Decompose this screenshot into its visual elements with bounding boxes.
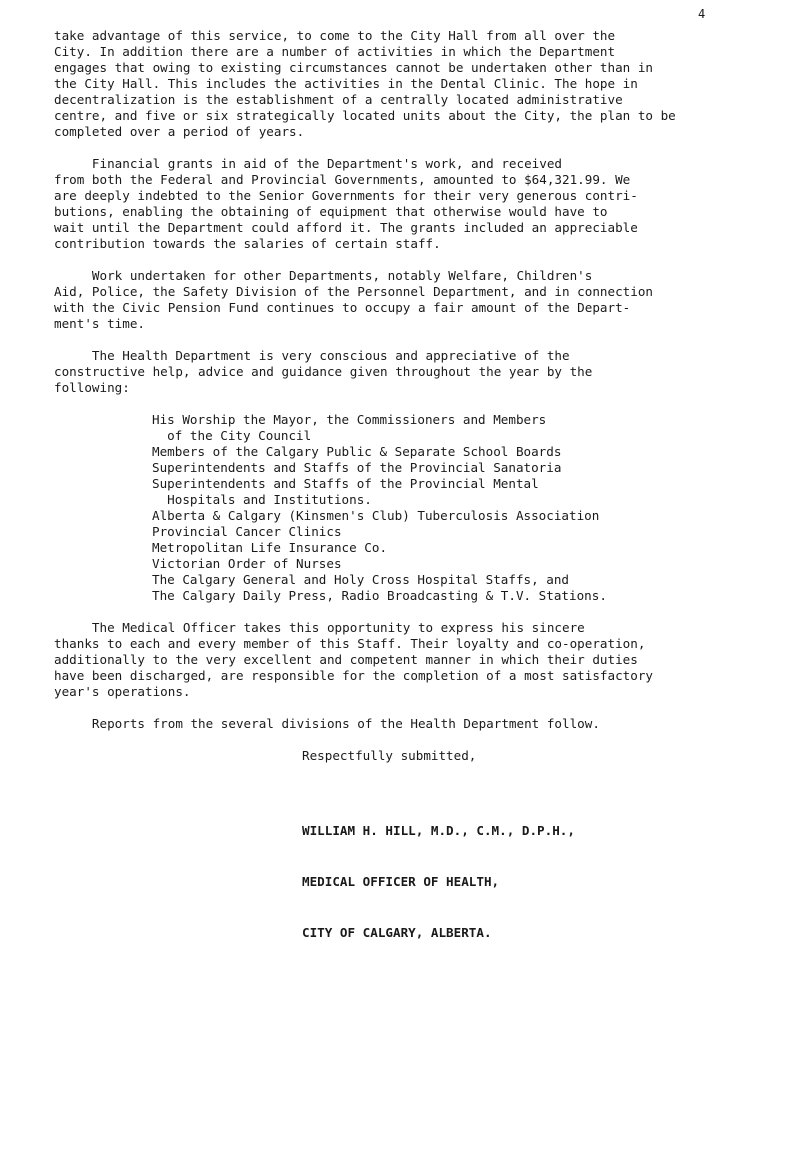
list-item: Members of the Calgary Public & Separate School Boards bbox=[152, 444, 562, 459]
signature-location: CITY OF CALGARY, ALBERTA. bbox=[302, 925, 492, 940]
document-body bbox=[54, 28, 766, 975]
paragraph-staff-thanks: The Medical Officer takes this opportunity to express his sincere thanks to each and every member of this Staff. Their loyalty and co-operation, additionally to the very excellent and competent manner in which their duties have been discharged, are responsible for the completion of a most satisfactory year's operations. bbox=[54, 620, 653, 699]
list-item: Provincial Cancer Clinics bbox=[152, 524, 342, 539]
paragraph-decentralization: take advantage of this service, to come to the City Hall from all over the City. In addition there are a number of activities in which the Department engages that owing to existing circumstances cannot be undertaken other than in the City Hall. This includes the activities in the Dental Clinic. The hope in decentralization is the establishment of a centrally located administrative centre, and five or six strategically located units about the City, the plan to be completed over a period of years. bbox=[54, 28, 676, 139]
list-item: Victorian Order of Nurses bbox=[152, 556, 342, 571]
list-item: His Worship the Mayor, the Commissioners and Members of the City Council bbox=[152, 412, 547, 443]
paragraph-financial-grants: Financial grants in aid of the Department's work, and received from both the Federal and Provincial Governments, amounted to $64,321.99. We are deeply indebted to the Senior Governments for their very generous contri- butions, enabling the obtaining of equipment that otherwise would have to wait until the Department could afford it. The grants included an appreciable contribution towards the salaries of certain staff. bbox=[54, 156, 638, 251]
list-item: Superintendents and Staffs of the Provincial Mental Hospitals and Institutions. bbox=[152, 476, 539, 507]
closing-line: Respectfully submitted, bbox=[302, 748, 477, 763]
signature-block bbox=[302, 788, 766, 975]
signature-name: WILLIAM H. HILL, M.D., C.M., D.P.H., bbox=[302, 823, 575, 838]
list-item: Metropolitan Life Insurance Co. bbox=[152, 540, 388, 555]
list-item: Superintendents and Staffs of the Provincial Sanatoria bbox=[152, 460, 562, 475]
signature-title: MEDICAL OFFICER OF HEALTH, bbox=[302, 874, 500, 889]
paragraph-reports-follow: Reports from the several divisions of the Health Department follow. bbox=[54, 716, 600, 731]
paragraph-acknowledgement-intro: The Health Department is very conscious and appreciative of the constructive help, advice and guidance given throughout the year by the following: bbox=[54, 348, 593, 395]
list-item: The Calgary Daily Press, Radio Broadcasting & T.V. Stations. bbox=[152, 588, 607, 603]
acknowledgement-list bbox=[152, 412, 766, 604]
list-item: Alberta & Calgary (Kinsmen's Club) Tuberculosis Association bbox=[152, 508, 600, 523]
page-number: 4 bbox=[698, 7, 706, 21]
paragraph-other-departments: Work undertaken for other Departments, notably Welfare, Children's Aid, Police, the Safety Division of the Personnel Department, and in connection with the Civic Pension Fund continues to occupy a fair amount of the Depart- ment's time. bbox=[54, 268, 653, 331]
list-item: The Calgary General and Holy Cross Hospital Staffs, and bbox=[152, 572, 570, 587]
